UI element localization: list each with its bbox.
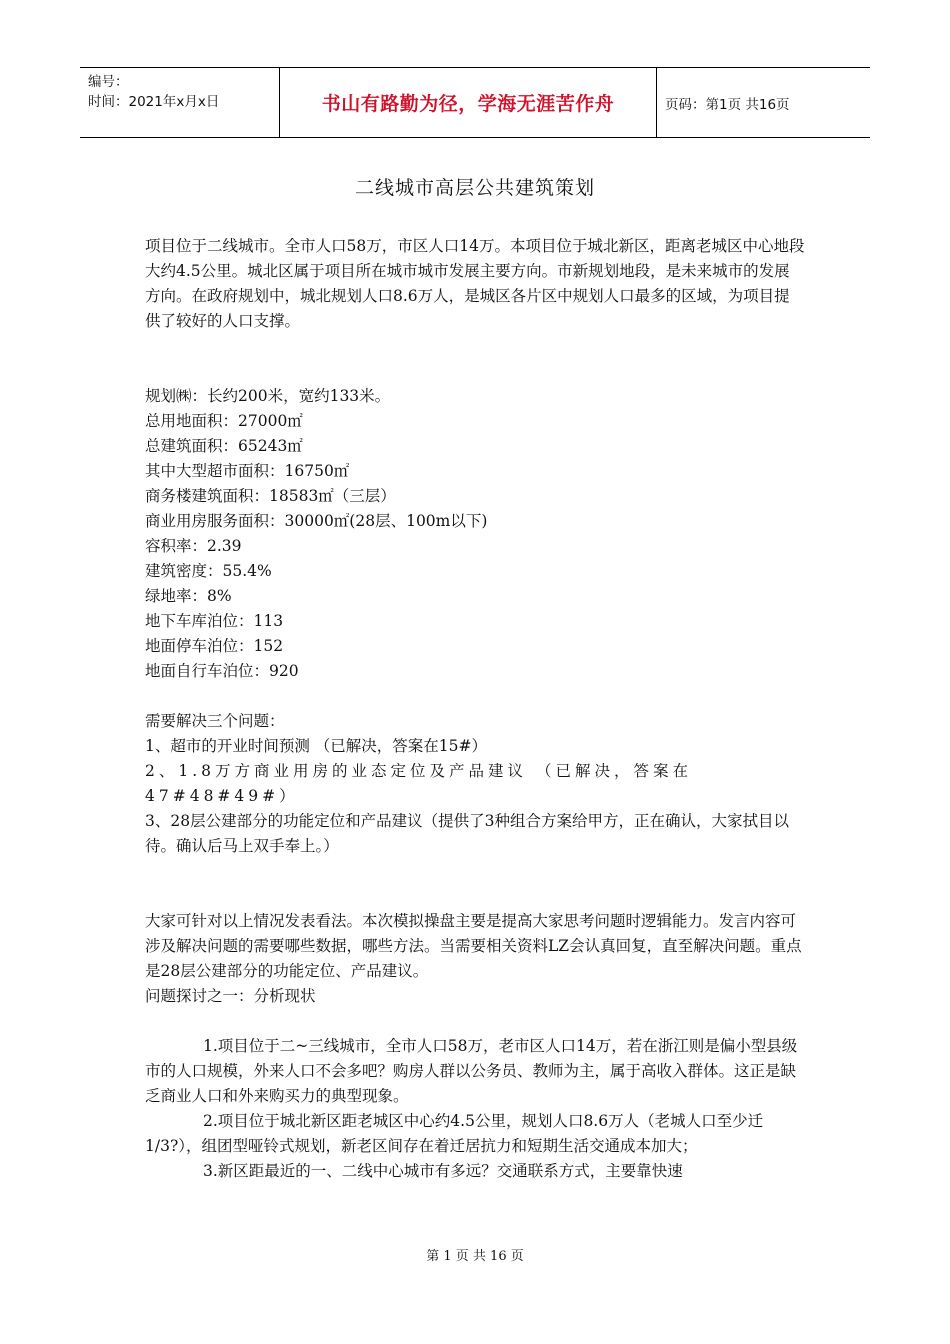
analysis-section [145,1034,805,1184]
page-footer: 第 1 页 共 16 页 [426,1249,524,1264]
intro-paragraph: 项目位于二线城市。全市人口58万，市区人口14万。本项目位于城北新区，距离老城区中心地段大约4.5公里。城北区属于项目所在城市城市发展主要方向。市新规划地段，是未来城市的发展方向。在政府规划中，城北规划人口8.6万人，是城区各片区中规划人口最多的区域，为项目提供了较好的人口支撑。 [145,237,805,330]
discussion-paragraph: 大家可针对以上情况发表看法。本次模拟操盘主要是提高大家思考问题时逻辑能力。发言内容可涉及解决问题的需要哪些数据，哪些方法。当需要相关资料LZ会认真回复，直至解决问题。重点是28层公建部分的功能定位、产品建议。 [145,912,802,980]
spec-line: 总用地面积：27000㎡ [145,412,303,430]
header-page-info: 页码：第1页 共16页 [665,96,790,113]
document-date: 时间：2021年x月x日 [88,94,220,110]
issues-section [145,709,805,859]
spec-line: 建筑密度：55.4% [145,562,272,580]
analysis-paragraph: 2.项目位于城北新区距老城区中心约4.5公里，规划人口8.6万人（老城人口至少迁1/3?），组团型哑铃式规划，新老区间存在着迁居抗力和短期生活交通成本加大； [145,1112,764,1155]
document-title: 二线城市高层公共建筑策划 [354,177,595,199]
spec-line: 地面自行车泊位：920 [145,662,299,680]
spec-line: 绿地率：8% [145,587,232,605]
spec-line: 地下车库泊位：113 [145,612,284,630]
topic-heading: 问题探讨之一：分析现状 [145,987,316,1005]
spec-line: 商业用房服务面积：30000㎡(28层、100m以下) [145,512,488,530]
page-header [80,67,870,138]
header-motto: 书山有路勤为径，学海无涯苦作舟 [280,68,657,137]
issue-item: 1、超市的开业时间预测 （已解决，答案在15#） [145,737,488,755]
spec-line: 容积率：2.39 [145,537,242,555]
spec-line: 规划㈱：长约200米，宽约133米。 [145,387,391,405]
issue-item: 2、1.8万方商业用房的业态定位及产品建议 （已解决，答案在47#48#49#） [145,762,692,805]
spec-line: 商务楼建筑面积：18583㎡（三层） [145,487,396,505]
analysis-paragraph: 3.新区距最近的一、二线中心城市有多远？交通联系方式，主要靠快速 [203,1162,683,1180]
spec-line: 其中大型超市面积：16750㎡ [145,462,350,480]
issue-item: 3、28层公建部分的功能定位和产品建议（提供了3种组合方案给甲方，正在确认，大家拭目以待。确认后马上双手奉上。） [145,812,789,855]
document-number-label: 编号： [88,74,129,90]
document-body [145,234,805,1184]
header-meta [80,68,280,137]
issues-heading: 需要解决三个问题： [145,712,285,730]
spec-line: 地面停车泊位：152 [145,637,284,655]
analysis-paragraph: 1.项目位于二~三线城市，全市人口58万，老市区人口14万，若在浙江则是偏小型县级市的人口规模，外来人口不会多吧？购房人群以公务员、教师为主，属于高收入群体。这正是缺乏商业人口和外来购买力的典型现象。 [145,1037,798,1105]
specs-list [145,384,805,684]
spec-line: 总建筑面积：65243㎡ [145,437,303,455]
